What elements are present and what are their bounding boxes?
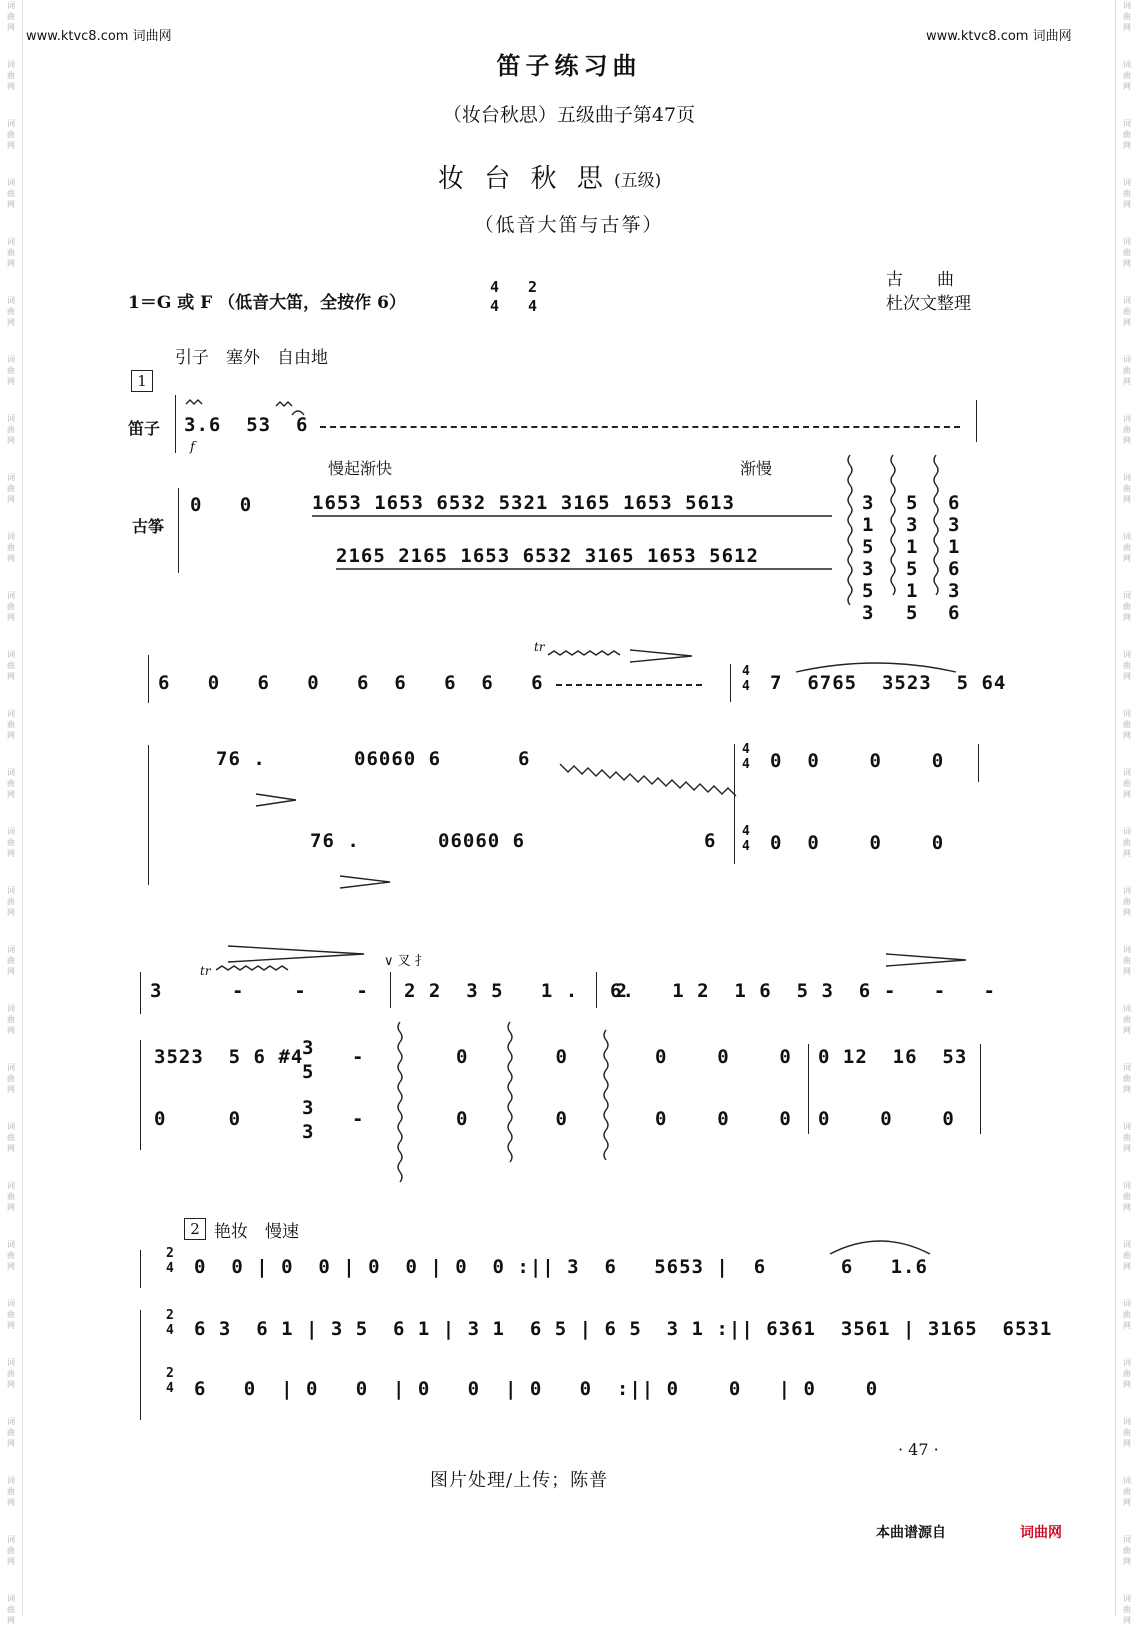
watermark-glyph: 词 曲 网	[7, 119, 15, 150]
section2-zheng-lower-line: 6 0 | 0 0 | 0 0 | 0 0 :|| 0 0 | 0 0	[194, 1378, 879, 1400]
page-subtitle: （妆台秋思）五级曲子第47页	[442, 104, 696, 126]
system3-dizi-phrase-a: 2 2 3 5 1 . 2	[404, 980, 628, 1002]
watermark-glyph: 词 曲 网	[7, 1594, 15, 1625]
decrescendo-hairpin	[256, 794, 296, 806]
watermark-glyph: 词 曲 网	[7, 1063, 15, 1094]
watermark-glyph: 词 曲 网	[7, 1358, 15, 1389]
system3-dizi-dashes: - - -	[232, 980, 369, 1002]
arpeggio-line	[604, 1030, 608, 1160]
watermark-glyph: 词 曲 网	[7, 355, 15, 386]
guzheng-rests: 0 0	[190, 494, 253, 516]
watermark-glyph: 词 曲 网	[1123, 650, 1131, 681]
watermark-glyph: 词 曲 网	[7, 1181, 15, 1212]
watermark-glyph: 词 曲 网	[1123, 414, 1131, 445]
piece-title: 妆 台 秋 思	[438, 164, 609, 194]
watermark-glyph: 词 曲 网	[1123, 1004, 1131, 1035]
system3-zheng-lower-dash: -	[352, 1108, 365, 1130]
watermark-glyph: 词 曲 网	[1123, 237, 1131, 268]
watermark-glyph: 词 曲 网	[7, 1240, 15, 1271]
fermata-arc	[292, 411, 304, 415]
piece-grade: (五级)	[614, 171, 662, 191]
watermark-glyph: 词 曲 网	[1123, 1476, 1131, 1507]
system3-dizi-held-note: 3	[150, 980, 163, 1002]
time-signature-change: 4 4	[742, 664, 750, 694]
rehearsal-mark-2: 2	[184, 1218, 206, 1240]
watermark-glyph: 词 曲 网	[7, 296, 15, 327]
breath-and-technique-mark: ∨ 叉 扌	[384, 954, 428, 969]
watermark-glyph: 词 曲 网	[1123, 119, 1131, 150]
zheng-upper-rests: 0 0 0 0	[770, 750, 945, 772]
section2-time-sig-upper: 2 4	[166, 1308, 174, 1338]
key-signature: 1＝G 或 F （低音大笛，全按作 6）	[128, 293, 406, 313]
watermark-glyph: 词 曲 网	[7, 237, 15, 268]
zheng-upper-figure-c: 6	[518, 748, 531, 770]
watermark-glyph: 词 曲 网	[1123, 296, 1131, 327]
system3-zheng-lower-phrase: 0 0 0	[818, 1108, 955, 1130]
watermark-glyph: 词 曲 网	[7, 1004, 15, 1035]
trill-wave	[548, 651, 620, 655]
watermark-glyph: 词 曲 网	[1123, 1240, 1131, 1271]
watermark-glyph: 词 曲 网	[7, 473, 15, 504]
time-signature-a: 4 4	[490, 278, 500, 315]
dynamic-mark: f	[190, 440, 195, 455]
watermark-glyph: 词 曲 网	[1123, 1063, 1131, 1094]
zheng-lower-figure-a: 76 .	[310, 830, 360, 852]
arpeggio-line	[891, 455, 895, 595]
decrescendo-hairpin	[228, 946, 364, 962]
section2-time-sig-lower: 2 4	[166, 1366, 174, 1396]
section2-time-sig-dizi: 2 4	[166, 1246, 174, 1276]
trill-mark: tr	[534, 640, 545, 654]
watermark-glyph: 词 曲 网	[7, 709, 15, 740]
system3-zheng-upper-phrase: 0 12 16 53	[818, 1046, 968, 1068]
tempo-ritardando: 渐慢	[740, 459, 773, 478]
system3-zheng-lower-rests: 0 0 0 0 0	[456, 1108, 792, 1130]
watermark-glyph: 词 曲 网	[1123, 886, 1131, 917]
watermark-glyph: 词 曲 网	[1123, 473, 1131, 504]
system3-zheng-lower-chord: 3 3	[302, 1097, 315, 1143]
watermark-glyph: 词 曲 网	[7, 1476, 15, 1507]
watermark-glyph: 词 曲 网	[1123, 532, 1131, 563]
watermark-glyph: 词 曲 网	[7, 532, 15, 563]
composer-line-1: 古 曲	[886, 270, 954, 290]
header-left-url[interactable]: www.ktvc8.com 词曲网	[26, 29, 172, 44]
zheng-lower-rests: 0 0 0 0	[770, 832, 945, 854]
watermark-glyph: 词 曲 网	[7, 768, 15, 799]
watermark-glyph: 词 曲 网	[1123, 1299, 1131, 1330]
watermark-glyph: 词 曲 网	[7, 1417, 15, 1448]
guzheng-upper-run: 1653 1653 6532 5321 3165 1653 5613	[312, 492, 735, 514]
guzheng-label: 古筝	[132, 517, 165, 536]
watermark-glyph: 词 曲 网	[1123, 178, 1131, 209]
watermark-glyph: 词 曲 网	[7, 414, 15, 445]
arpeggio-line	[398, 1022, 402, 1182]
watermark-glyph: 词 曲 网	[7, 591, 15, 622]
slur	[830, 1241, 930, 1254]
watermark-glyph: 词 曲 网	[1123, 827, 1131, 858]
watermark-glyph: 词 曲 网	[1123, 1535, 1131, 1566]
upload-credit: 图片处理/上传；陈普	[430, 1470, 609, 1491]
system3-zheng-lower-a: 0 0	[154, 1108, 242, 1130]
source-site-link[interactable]: 词曲网	[1020, 1525, 1062, 1541]
tempo-accelerando: 慢起渐快	[328, 459, 393, 478]
chord-column-3: 6 3 1 6 3 6	[948, 492, 961, 624]
watermark-glyph: 词 曲 网	[7, 886, 15, 917]
watermark-glyph: 词 曲 网	[1123, 1594, 1131, 1625]
zheng-lower-figure-c: 6	[704, 830, 717, 852]
zheng-upper-figure-b: 06060 6	[354, 748, 442, 770]
section2-dizi-line: 0 0 | 0 0 | 0 0 | 0 0 :|| 3 6 5653 | 6 6 1.6	[194, 1256, 928, 1278]
watermark-glyph: 词 曲 网	[1123, 60, 1131, 91]
dizi-label: 笛子	[128, 419, 161, 438]
system3-dizi-phrase-b: 6. 1 2 1 6 5 3 6	[610, 980, 872, 1002]
zheng-upper-figure-a: 76 .	[216, 748, 266, 770]
arpeggio-line	[508, 1022, 512, 1162]
zheng-lower-figure-b: 06060 6	[438, 830, 526, 852]
time-signature-b: 2 4	[528, 278, 538, 315]
system2-dizi-notes: 6 0 6 0 6 6 6 6 6	[158, 672, 544, 694]
slur	[796, 663, 956, 672]
arpeggio-line	[848, 455, 852, 605]
time-signature-lower: 4 4	[742, 824, 750, 854]
watermark-glyph: 词 曲 网	[1123, 1122, 1131, 1153]
watermark-glyph: 词 曲 网	[1123, 1, 1131, 32]
header-right-url[interactable]: www.ktvc8.com 词曲网	[926, 29, 1072, 44]
dizi-intro-notes: 3.6 53 6	[184, 414, 309, 436]
watermark-glyph: 词 曲 网	[7, 1, 15, 32]
section2-zheng-upper-line: 6 3 6 1 | 3 5 6 1 | 3 1 6 5 | 6 5 3 1 :|| 6361 3561 | 3165 6531	[194, 1318, 1053, 1340]
system3-zheng-upper-rests: 0 0 0 0 0	[456, 1046, 792, 1068]
chord-column-1: 3 1 5 3 5 3	[862, 492, 875, 624]
watermark-glyph: 词 曲 网	[1123, 591, 1131, 622]
page-title: 笛子练习曲	[496, 51, 642, 80]
decrescendo-hairpin	[630, 650, 692, 662]
rehearsal-mark-1: 1	[131, 370, 153, 392]
system3-zheng-upper-a: 3523 5 6 #4	[154, 1046, 304, 1068]
chord-column-2: 5 3 1 5 1 5	[906, 492, 919, 624]
watermark-glyph: 词 曲 网	[7, 827, 15, 858]
source-label: 本曲谱源自	[876, 1525, 946, 1541]
system3-zheng-upper-chord: 3 5	[302, 1037, 315, 1083]
watermark-glyph: 词 曲 网	[7, 60, 15, 91]
page-number: · 47 ·	[898, 1440, 939, 1459]
composer-line-2: 杜次文整理	[886, 294, 971, 314]
section2-heading: 艳妆 慢速	[214, 1222, 299, 1242]
guzheng-lower-run: 2165 2165 1653 6532 3165 1653 5612	[336, 545, 759, 567]
watermark-glyph: 词 曲 网	[7, 1535, 15, 1566]
system3-dizi-tail-dashes: - - -	[884, 980, 996, 1002]
decrescendo-hairpin	[886, 954, 966, 966]
watermark-glyph: 词 曲 网	[7, 1122, 15, 1153]
instrumentation: （低音大笛与古筝）	[474, 214, 664, 236]
mordent-mark	[276, 402, 292, 406]
watermark-glyph: 词 曲 网	[1123, 1417, 1131, 1448]
watermark-glyph: 词 曲 网	[7, 178, 15, 209]
mordent-mark	[186, 400, 202, 404]
watermark-glyph: 词 曲 网	[1123, 709, 1131, 740]
system2-dizi-melody: 7 6765 3523 5 64	[770, 672, 1007, 694]
trill-mark-2: tr	[200, 964, 211, 978]
watermark-glyph: 词 曲 网	[1123, 355, 1131, 386]
watermark-glyph: 词 曲 网	[7, 945, 15, 976]
watermark-glyph: 词 曲 网	[7, 650, 15, 681]
arpeggio-line	[934, 455, 938, 595]
system3-zheng-upper-dash: -	[352, 1046, 365, 1068]
watermark-glyph: 词 曲 网	[7, 1299, 15, 1330]
beam-lines	[312, 516, 832, 569]
watermark-glyph: 词 曲 网	[1123, 1181, 1131, 1212]
watermark-glyph: 词 曲 网	[1123, 1358, 1131, 1389]
time-signature-upper: 4 4	[742, 742, 750, 772]
watermark-glyph: 词 曲 网	[1123, 945, 1131, 976]
decrescendo-hairpin	[340, 876, 390, 888]
glissando-line	[560, 764, 736, 796]
trill-wave	[216, 966, 288, 970]
watermark-glyph: 词 曲 网	[1123, 768, 1131, 799]
section1-heading: 引子 塞外 自由地	[175, 348, 328, 368]
